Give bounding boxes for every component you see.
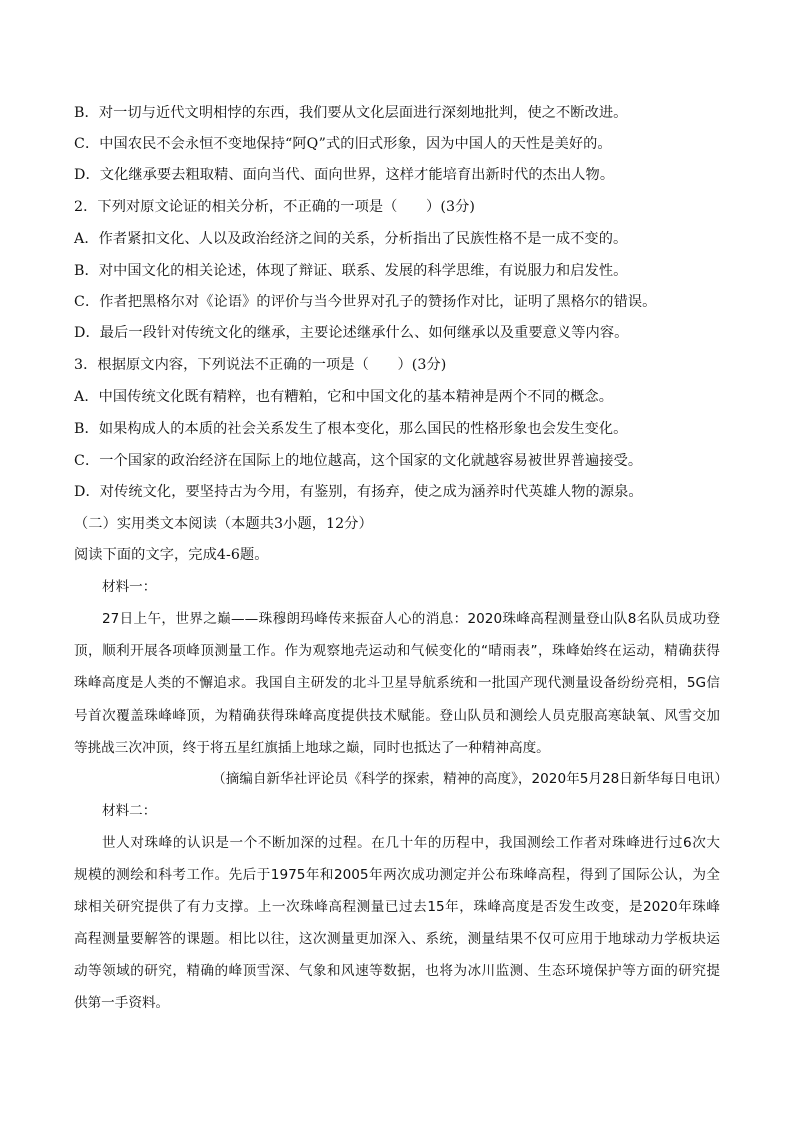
q2-option-c: C．作者把黑格尔对《论语》的评价与当今世界对孔子的赞扬作对比，证明了黑格尔的错误。 <box>74 294 657 310</box>
q2-stem: 2．下列对原文论证的相关分析，不正确的一项是（ ）(3分) <box>74 199 475 215</box>
q2-option-d: D．最后一段针对传统文化的继承，主要论述继承什么、如何继承以及重要意义等内容。 <box>74 325 629 341</box>
section-heading: （二）实用类文本阅读（本题共3小题，12分） <box>74 516 373 532</box>
q3-option-b: B．如果构成人的本质的社会关系发生了根本变化，那么国民的性格形象也会发生变化。 <box>74 421 628 437</box>
material1-line: 27日上午，世界之巅——珠穆朗玛峰传来振奋人心的消息：2020珠峰高程测量登山队8名队员成功登 <box>102 611 720 627</box>
material1-line: 顶，顺利开展各项峰顶测量工作。作为观察地壳运动和气候变化的“晴雨表”，珠峰始终在运动，精确获得 <box>74 643 720 659</box>
q1-option-d: D．文化继承要去粗取精、面向当代、面向世界，这样才能培育出新时代的杰出人物。 <box>74 167 615 183</box>
q1-option-b: B．对一切与近代文明相悖的东西，我们要从文化层面进行深刻地批判，使之不断改进。 <box>74 105 628 121</box>
material1-label: 材料一： <box>102 579 157 595</box>
material1-line: 号首次覆盖珠峰峰顶，为精确获得珠峰高度提供技术赋能。登山队员和测绘人员克服高寒缺氧、风雪交加 <box>74 708 720 724</box>
material2-line: 供第一手资料。 <box>74 995 170 1011</box>
q2-option-b: B．对中国文化的相关论述，体现了辩证、联系、发展的科学思维，有说服力和启发性。 <box>74 263 628 279</box>
q3-option-a: A．中国传统文化既有精粹，也有糟粕，它和中国文化的基本精神是两个不同的概念。 <box>74 389 613 405</box>
material2-line: 规模的测绘和科考工作。先后于1975年和2005年两次成功测定并公布珠峰高程，得到了国际公认，为全 <box>74 867 720 883</box>
material1-line: 珠峰高度是人类的不懈追求。我国自主研发的北斗卫星导航系统和一批国产现代测量设备纷纷亮相，5G信 <box>74 675 720 691</box>
material2-line: 高程测量要解答的课题。相比以往，这次测量更加深入、系统，测量结果不仅可应用于地球动力学板块运 <box>74 931 720 947</box>
q3-stem: 3．根据原文内容，下列说法不正确的一项是（ ）(3分) <box>74 357 447 373</box>
q3-option-d: D．对传统文化，要坚持古为今用，有鉴别，有扬弃，使之成为涵养时代英雄人物的源泉。 <box>74 484 643 500</box>
section-instruction: 阅读下面的文字，完成4-6题。 <box>74 547 269 563</box>
q3-option-c: C．一个国家的政治经济在国际上的地位越高，这个国家的文化就越容易被世界普遍接受。 <box>74 453 643 469</box>
q2-option-a: A．作者紧扣文化、人以及政治经济之间的关系，分析指出了民族性格不是一成不变的。 <box>74 231 628 247</box>
material2-label: 材料二： <box>102 803 157 819</box>
material1-line: 等挑战三次冲顶，终于将五星红旗插上地球之巅，同时也抵达了一种精神高度。 <box>74 740 550 756</box>
material2-line: 动等领域的研究，精确的峰顶雪深、气象和风速等数据，也将为冰川监测、生态环境保护等方面的研究提 <box>74 963 720 979</box>
material2-line: 球相关研究提供了有力支撑。上一次珠峰高程测量已过去15年，珠峰高度是否发生改变，是2020年珠峰 <box>74 899 720 915</box>
q1-option-c: C．中国农民不会永恒不变地保持“阿Q”式的旧式形象，因为中国人的天性是美好的。 <box>74 136 612 152</box>
material1-source: （摘编自新华社评论员《科学的探索，精神的高度》，2020年5月28日新华每日电讯） <box>212 771 728 787</box>
material2-line: 世人对珠峰的认识是一个不断加深的过程。在几十年的历程中，我国测绘工作者对珠峰进行过6次大 <box>102 835 720 851</box>
